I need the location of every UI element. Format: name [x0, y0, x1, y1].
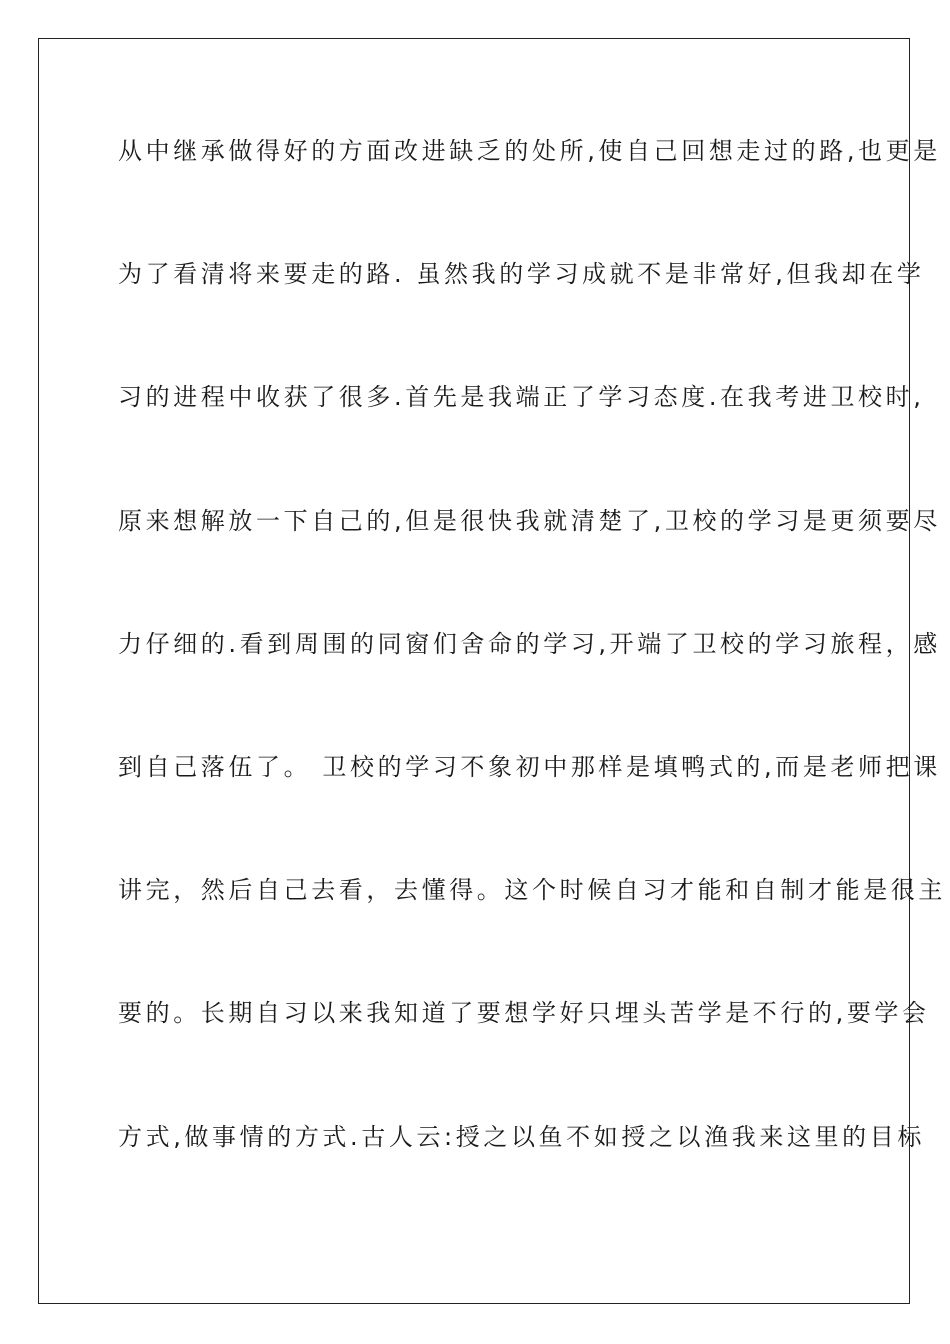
text-line-2: 为了看清将来要走的路. 虽然我的学习成就不是非常好,但我却在学 — [118, 260, 925, 288]
text-line-4: 原来想解放一下自己的,但是很快我就清楚了,卫校的学习是更须要尽 — [118, 507, 941, 535]
text-line-7: 讲完，然后自己去看，去懂得。这个时候自习才能和自制才能是很主 — [118, 876, 946, 904]
text-line-9: 方式,做事情的方式.古人云:授之以鱼不如授之以渔我来这里的目标 — [118, 1123, 925, 1151]
text-line-3: 习的进程中收获了很多.首先是我端正了学习态度.在我考进卫校时, — [118, 383, 925, 411]
text-line-1: 从中继承做得好的方面改进缺乏的处所,使自己回想走过的路,也更是 — [118, 137, 941, 165]
text-line-6: 到自己落伍了。 卫校的学习不象初中那样是填鸭式的,而是老师把课 — [118, 753, 941, 781]
text-line-8: 要的。长期自习以来我知道了要想学好只埋头苦学是不行的,要学会 — [118, 999, 930, 1027]
text-line-5: 力仔细的.看到周围的同窗们舍命的学习,开端了卫校的学习旅程，感 — [118, 630, 941, 658]
page-border — [38, 38, 946, 1304]
